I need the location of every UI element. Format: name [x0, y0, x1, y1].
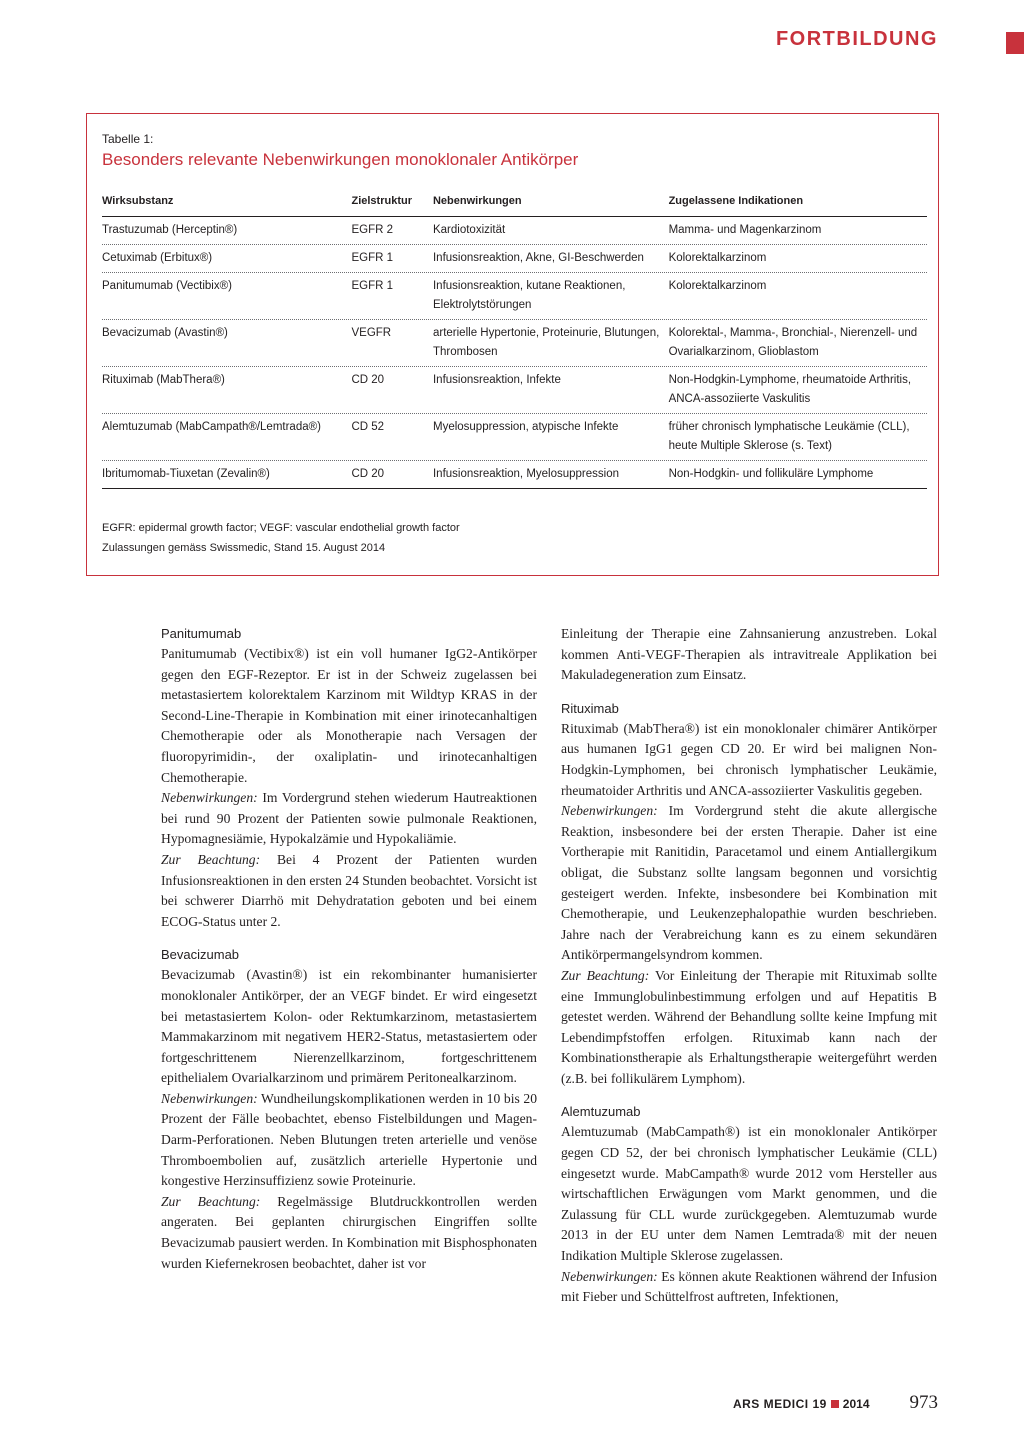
paragraph	[561, 801, 937, 966]
table-cell: CD 52	[351, 421, 385, 433]
table-cell: Rituximab (MabThera®)	[102, 374, 225, 386]
paragraph-label: Nebenwirkungen:	[561, 803, 658, 819]
paragraph	[161, 850, 537, 932]
journal-year: 2014	[842, 1397, 870, 1411]
header-accent-block	[1006, 32, 1024, 54]
table-cell: Bevacizumab (Avastin®)	[102, 327, 228, 339]
page-footer	[733, 1392, 938, 1414]
table-footnote: EGFR: epidermal growth factor; VEGF: vascular endothelial growth factor	[102, 522, 460, 534]
table-row	[102, 461, 927, 489]
column-header-indikationen: Zugelassene Indikationen	[668, 195, 804, 207]
paragraph-text: Regelmässige Blutdruckkontrollen werden angeraten. Bei geplanten chirurgischen Eingriffen sollte Bevacizumab pausiert werden. In Kombination mit Bisphosphonaten wurden Kiefernekrosen beobachtet, daher ist vor	[161, 1193, 537, 1271]
table-cell: Ibritumomab-Tiuxetan (Zevalin®)	[102, 468, 270, 480]
column-header-wirksubstanz: Wirksubstanz	[102, 195, 174, 207]
footer-accent-square	[831, 1400, 839, 1408]
page-number: 973	[909, 1392, 938, 1413]
journal-name: ARS MEDICI 19	[732, 1397, 827, 1411]
table-cell: arterielle Hypertonie, Proteinurie, Blutungen, Thrombosen	[432, 327, 660, 358]
paragraph: Alemtuzumab (MabCampath®) ist ein monoklonaler Antikörper gegen CD 52, der bei chronisch lymphatischer Leukämie (CLL) eingesetzt wurde. MabCampath® wurde 2012 vom Hersteller aus wirtschaftlichen Erwägungen vom Markt genommen, und die Zulassung für CLL wurde zurückgegeben. Alemtuzumab wurde 2013 in der EU unter dem Namen Lemtrada® mit der neuen Indikation Multiple Sklerose zugelassen.	[561, 1124, 937, 1264]
column-header-nebenwirkungen: Nebenwirkungen	[432, 195, 522, 207]
table-cell: VEGFR	[351, 327, 392, 339]
table-cell: Kardiotoxizität	[432, 224, 506, 236]
section-title-bevacizumab: Bevacizumab	[161, 947, 240, 963]
paragraph: Einleitung der Therapie eine Zahnsanierung anzustreben. Lokal kommen Anti-VEGF-Therapien als intravitreale Applikation bei Makuladegeneration zum Einsatz.	[561, 626, 937, 683]
table-heading: Besonders relevante Nebenwirkungen monoklonaler Antikörper	[102, 150, 579, 169]
table-row	[102, 273, 927, 320]
table-cell: Myelosuppression, atypische Infekte	[432, 421, 619, 433]
table-header-row	[102, 192, 927, 216]
table-cell: Infusionsreaktion, Infekte	[432, 374, 561, 386]
table-caption: Tabelle 1:	[102, 132, 154, 146]
paragraph	[161, 1089, 537, 1192]
paragraph: Rituximab (MabThera®) ist ein monoklonaler chimärer Antikörper aus humanen IgG1 gegen CD 20. Er wird bei malignen Non-Hodgkin-Lymphomen, bei chronisch lymphatischer Leukämie, rheumatoider Arthritis und ANCA-assoziierter Vaskulitis gegeben.	[561, 720, 937, 798]
paragraph	[561, 966, 937, 1090]
section-title-rituximab: Rituximab	[561, 700, 619, 716]
table-cell: Panitumumab (Vectibix®)	[102, 280, 232, 292]
paragraph: Panitumumab (Vectibix®) ist ein voll humaner IgG2-Antikörper gegen den EGF-Rezeptor. Er ist in der Schweiz zugelassen bei metastasiertem kolorektalem Karzinom mit Wildtyp KRAS in der Second-Line-Therapie in Kombination mit einer irinotecanhaltigen Chemotherapie oder als Monotherapie nach Versagen der fluoropyrimidin-, der oxaliplatin- und irinotecanhaltigen Chemotherapie.	[161, 646, 537, 785]
paragraph-label: Nebenwirkungen:	[161, 1090, 258, 1106]
paragraph-text: Vor Einleitung der Therapie mit Rituximab sollte eine Immunglobulinbestimmung erfolgen und auf Hepatitis B getestet werden. Während der Behandlung sollte keine Impfung mit Lebendimpfstoffen erfolgen. Rituximab kann nach der Kombinationstherapie als Erhaltungstherapie weitergeführt werden (z.B. bei follikulärem Lymphom).	[561, 967, 937, 1086]
paragraph-text: Wundheilungskomplikationen werden in 10 bis 20 Prozent der Fälle beobachtet, ebenso Fistelbildungen und Magen-Darm-Perforationen. Neben Blutungen treten arterielle und venöse Thromboembolien auf, zusätzlich arterielle Hypertonie und kongestive Herzinsuffizienz sowie Proteinurie.	[161, 1090, 537, 1189]
side-effects-table	[102, 192, 927, 489]
paragraph	[161, 788, 537, 850]
table-cell: Infusionsreaktion, Myelosuppression	[432, 468, 620, 480]
paragraph-label: Zur Beachtung:	[561, 967, 650, 983]
column-header-zielstruktur: Zielstruktur	[351, 195, 412, 207]
table-cell: Kolorektalkarzinom	[668, 252, 767, 264]
table-cell: EGFR 1	[351, 280, 394, 292]
table-cell: CD 20	[351, 374, 385, 386]
table-row	[102, 216, 927, 245]
paragraph-text: Im Vordergrund stehen wiederum Hautreaktionen bei rund 90 Prozent der Patienten sowie pulmonale Reaktionen, Hypomagnesiämie, Hypokalzämie und Hypokaliämie.	[161, 790, 537, 847]
table-footnotes	[102, 518, 460, 558]
paragraph-text: Bei 4 Prozent der Patienten wurden Infusionsreaktionen in den ersten 24 Stunden beobachtet. Vorsicht ist bei schwerer Diarrhö mit Dehydratation geboten und bei einem ECOG-Status unter 2.	[161, 851, 537, 929]
header-title: FORTBILDUNG	[775, 28, 938, 50]
table-cell: früher chronisch lymphatische Leukämie (CLL), heute Multiple Sklerose (s. Text)	[668, 421, 910, 452]
paragraph-label: Nebenwirkungen:	[561, 1268, 658, 1284]
paragraph	[161, 1192, 537, 1274]
right-text-column	[561, 624, 937, 1308]
table-cell: Non-Hodgkin- und follikuläre Lymphome	[668, 468, 874, 480]
section-title-alemtuzumab: Alemtuzumab	[561, 1104, 641, 1120]
table-cell: Cetuximab (Erbitux®)	[102, 252, 213, 264]
paragraph-text: Es können akute Reaktionen während der Infusion mit Fieber und Schüttelfrost auftreten, Infektionen,	[561, 1268, 937, 1305]
table-cell: Alemtuzumab (MabCampath®/Lemtrada®)	[102, 421, 321, 433]
table-row	[102, 245, 927, 273]
table-row	[102, 320, 927, 367]
table-cell: Mamma- und Magenkarzinom	[668, 224, 822, 236]
table-cell: CD 20	[351, 468, 385, 480]
paragraph-label: Zur Beachtung:	[161, 851, 261, 867]
table-cell: Infusionsreaktion, kutane Reaktionen, Elektrolytstörungen	[432, 280, 626, 311]
paragraph-label: Zur Beachtung:	[161, 1193, 261, 1209]
table-cell: Kolorektalkarzinom	[668, 280, 767, 292]
table-box	[86, 113, 939, 576]
table-cell: EGFR 1	[351, 252, 394, 264]
table-cell: Kolorektal-, Mamma-, Bronchial-, Nierenzell- und Ovarialkarzinom, Glioblastom	[668, 327, 918, 358]
table-cell: Non-Hodgkin-Lymphome, rheumatoide Arthritis, ANCA-assoziierte Vaskulitis	[668, 374, 912, 405]
table-cell: Infusionsreaktion, Akne, GI-Beschwerden	[432, 252, 644, 264]
paragraph-label: Nebenwirkungen:	[161, 790, 258, 806]
paragraph: Bevacizumab (Avastin®) ist ein rekombinanter humanisierter monoklonaler Antikörper, der an VEGF bindet. Er wird eingesetzt bei metastasiertem Kolon- oder Rektumkarzinom, metastasiertem Mammakarzinom mit negativem HER2-Status, metastasiertem oder fortgeschrittenem Nierenzellkarzinom, fortgeschrittenem epithelialem Ovarialkarzinom und primärem Peritonealkarzinom.	[161, 967, 537, 1086]
table-cell: Trastuzumab (Herceptin®)	[102, 224, 238, 236]
left-text-column	[161, 624, 537, 1274]
section-title-panitumumab: Panitumumab	[161, 626, 242, 641]
table-row	[102, 414, 927, 461]
paragraph	[561, 1267, 937, 1308]
table-cell: EGFR 2	[351, 224, 394, 236]
table-row	[102, 367, 927, 414]
table-footnote: Zulassungen gemäss Swissmedic, Stand 15. August 2014	[102, 542, 386, 554]
paragraph-text: Im Vordergrund steht die akute allergische Reaktion, insbesondere bei der ersten Therapie. Daher ist eine Vortherapie mit Ranitidin, Paracetamol und einem Antiallergikum obligat, die Substanz sollte langsam begonnen und vorsichtig gesteigert werden. Infekte, insbesondere bei Kombination mit Chemotherapie, und Leukenzephalopathie wurden beschrieben. Jahre nach der Verabreichung kann es zu einem sekundären Antikörpermangelsyndrom kommen.	[561, 803, 937, 963]
